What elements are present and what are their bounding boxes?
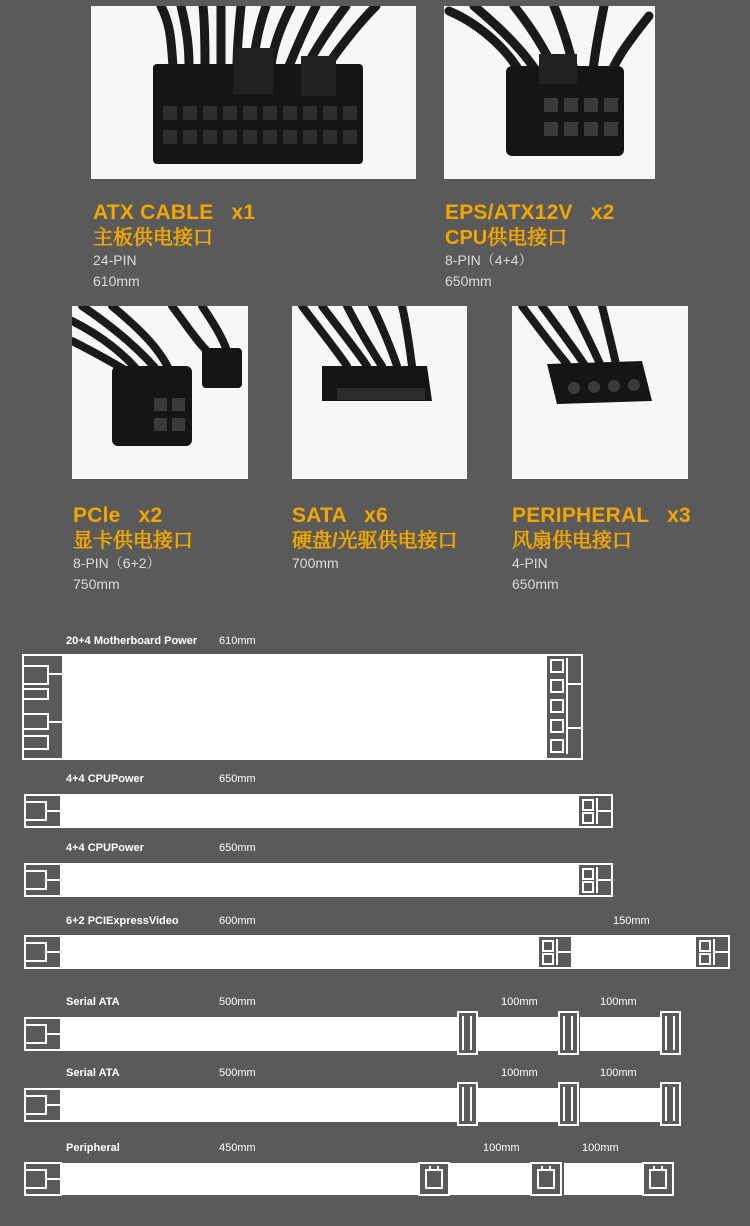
atx-connector-photo [91,6,416,179]
atx-24pin-connector-icon [91,6,416,179]
molex-4pin-connector-icon [512,306,688,479]
subtitle: 显卡供电接口 [73,530,193,552]
cable-length: 610mm [219,635,256,647]
cable-body [580,1017,660,1051]
cable-peripheral [0,1139,750,1201]
cable-length: 100mm [582,1142,619,1154]
cable-body [62,654,547,760]
sata-connector-photo [292,306,467,479]
cable-length: 100mm [501,996,538,1008]
connector-24pin-left-icon [22,654,64,760]
caption-sata [292,503,458,574]
cable-body [450,1163,530,1195]
cable-body [478,1088,558,1122]
connector-8pin-left-icon [24,1017,62,1051]
cable-name: 4+4 CPUPower [66,773,144,785]
eps-8pin-connector-icon [444,6,655,179]
pcie-8pin-connector-icon [72,306,248,479]
connector-pcie-mid-icon [537,935,573,969]
cable-body [478,1017,558,1051]
cable-body [580,1088,660,1122]
cable-name: Peripheral [66,1142,120,1154]
title: EPS/ATX12V x2 [445,201,615,224]
sata-plug-icon [558,1011,579,1055]
subtitle: 硬盘/光驱供电接口 [292,530,458,552]
cable-length: 650mm [219,773,256,785]
cable-length: 150mm [613,915,650,927]
connector-8pin-left-icon [24,794,62,828]
sata-plug-icon [457,1082,478,1126]
cable-length: 500mm [219,1067,256,1079]
cable-length: 650mm [219,842,256,854]
length: 610mm [93,273,140,289]
subtitle: 主板供电接口 [93,227,213,249]
connector-8pin-right-icon [577,863,613,897]
caption-peripheral [512,503,691,595]
cable-length: 450mm [219,1142,256,1154]
cable-sata-1 [0,993,750,1055]
cable-motherboard [0,630,750,765]
connector-8pin-left-icon [24,935,62,969]
length: 650mm [512,576,559,592]
title: PERIPHERAL x3 [512,504,691,527]
pins: 8-PIN（6+2） [73,555,161,571]
title: SATA x6 [292,504,388,527]
title: ATX CABLE x1 [93,201,256,224]
cable-body [573,935,694,969]
cable-name: 6+2 PCIExpressVideo [66,915,179,927]
cable-body [62,863,577,897]
sata-plug-icon [660,1011,681,1055]
caption-eps [445,200,615,292]
sata-plug-icon [660,1082,681,1126]
cable-name: Serial ATA [66,996,120,1008]
cable-body [62,1163,418,1195]
connector-8pin-left-icon [24,1162,62,1196]
cable-body [62,1088,457,1122]
cable-length: 100mm [483,1142,520,1154]
cable-body [62,794,577,828]
caption-atx [93,200,255,292]
cable-name: 4+4 CPUPower [66,842,144,854]
pins: 24-PIN [93,252,137,268]
eps-connector-photo [444,6,655,179]
cable-cpu-2 [0,839,750,901]
pins: 8-PIN（4+4） [445,252,533,268]
connector-24pin-right-icon [545,654,583,760]
sata-plug-icon [457,1011,478,1055]
molex-plug-icon [418,1162,450,1196]
cable-name: Serial ATA [66,1067,120,1079]
cable-length: 100mm [600,1067,637,1079]
connector-8pin-left-icon [24,863,62,897]
connector-8pin-right-icon [577,794,613,828]
cable-length: 100mm [501,1067,538,1079]
length: 750mm [73,576,120,592]
connector-pcie-end-icon [694,935,730,969]
cable-length: 600mm [219,915,256,927]
pins: 700mm [292,555,339,571]
connector-8pin-left-icon [24,1088,62,1122]
cable-pcie [0,911,750,973]
pins: 4-PIN [512,555,548,571]
cable-sata-2 [0,1064,750,1126]
title: PCle x2 [73,504,163,527]
cable-length: 500mm [219,996,256,1008]
cable-cpu-1 [0,770,750,832]
sata-connector-icon [292,306,467,479]
length: 650mm [445,273,492,289]
molex-plug-icon [530,1162,562,1196]
caption-pcie [73,503,193,595]
molex-plug-icon [642,1162,674,1196]
pcie-connector-photo [72,306,248,479]
cable-body [564,1163,642,1195]
subtitle: CPU供电接口 [445,227,568,249]
peripheral-connector-photo [512,306,688,479]
cable-length: 100mm [600,996,637,1008]
cable-body [62,935,537,969]
cable-name: 20+4 Motherboard Power [66,635,198,647]
subtitle: 风扇供电接口 [512,530,632,552]
cable-body [62,1017,457,1051]
sata-plug-icon [558,1082,579,1126]
